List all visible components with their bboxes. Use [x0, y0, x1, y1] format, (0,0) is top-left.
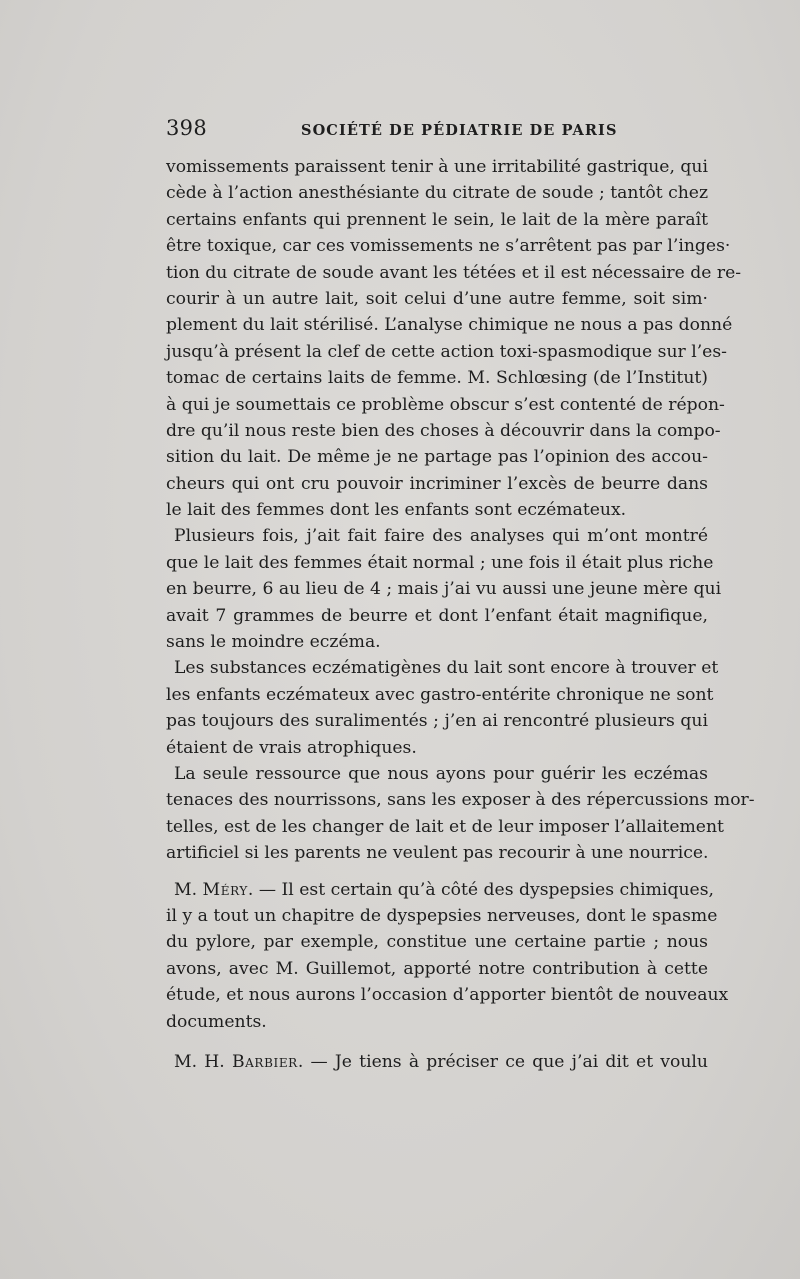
spacer	[166, 1035, 708, 1049]
speaker-name: Méry	[202, 879, 248, 900]
text-line: sans le moindre eczéma.	[166, 632, 381, 653]
text-line: avait 7 grammes de beurre et dont l’enfant était magnifique,	[166, 605, 708, 626]
body-text	[166, 154, 755, 1075]
text-line: il y a tout un chapitre de dyspepsies nerveuses, dont le spasme	[166, 905, 718, 926]
text-line	[166, 1049, 708, 1075]
text-line: Plusieurs fois, j’ait fait faire des analyses qui m’ont montré	[174, 526, 708, 547]
text-line: telles, est de les changer de lait et de leur imposer l’allaitement	[166, 816, 724, 837]
text-line: cède à l’action anesthésiante du citrate de soude ; tantôt chez	[166, 183, 709, 204]
page-header	[166, 116, 711, 146]
running-title: SOCIÉTÉ DE PÉDIATRIE DE PARIS	[301, 122, 618, 139]
text-line: courir à un autre lait, soit celui d’une autre femme, soit sim·	[166, 288, 708, 309]
speaker-name: Barbier	[231, 1051, 298, 1072]
text-line: que le lait des femmes était normal ; une fois il était plus riche	[166, 552, 714, 573]
text-line: étude, et nous aurons l’occasion d’apporter bientôt de nouveaux	[166, 985, 729, 1006]
text-line: plement du lait stérilisé. L’analyse chimique ne nous a pas donné	[166, 315, 733, 336]
text-line: être toxique, car ces vomissements ne s’arrêtent pas par l’inges·	[166, 236, 731, 257]
text-line: vomissements paraissent tenir à une irritabilité gastrique, qui	[166, 157, 708, 177]
text-line: le lait des femmes dont les enfants sont eczémateux.	[166, 500, 627, 521]
paragraph-2	[166, 523, 722, 655]
text-line: La seule ressource que nous ayons pour guérir les eczémas	[174, 763, 708, 784]
text-line: dre qu’il nous reste bien des choses à découvrir dans la compo-	[166, 420, 721, 441]
paragraph-barbier	[166, 1049, 708, 1075]
text-line: en beurre, 6 au lieu de 4 ; mais j’ai vu aussi une jeune mère qui	[166, 579, 722, 600]
text-line: avons, avec M. Guillemot, apporté notre contribution à cette	[166, 958, 708, 979]
text-line: tomac de certains laits de femme. M. Schlœsing (de l’Institut)	[166, 368, 708, 389]
text-line: cheurs qui ont cru pouvoir incriminer l’excès de beurre dans	[166, 473, 708, 494]
text-line: tion du citrate de soude avant les tétées et il est nécessaire de re-	[166, 262, 742, 283]
text-line: certains enfants qui prennent le sein, le lait de la mère paraît	[166, 209, 708, 230]
text-line: pas toujours des suralimentés ; j’en ai rencontré plusieurs qui	[166, 711, 708, 732]
text-line: artificiel si les parents ne veulent pas recourir à une nourrice.	[166, 843, 709, 864]
text-line: tenaces des nourrissons, sans les exposer à des répercussions mor-	[166, 790, 755, 811]
text-line: Les substances eczématigènes du lait sont encore à trouver et	[174, 658, 719, 679]
paragraph-1	[166, 154, 742, 523]
text-line: les enfants eczémateux avec gastro-entérite chronique ne sont	[166, 684, 714, 705]
text-line: du pylore, par exemple, constitue une certaine partie ; nous	[166, 932, 708, 953]
paragraph-mery	[166, 877, 729, 1035]
page-number: 398	[166, 116, 207, 140]
text-line: étaient de vrais atrophiques.	[166, 737, 417, 758]
spacer	[166, 867, 708, 877]
text-line	[166, 877, 714, 903]
paragraph-4	[166, 761, 755, 867]
speaker-prefix: M.	[174, 879, 203, 900]
text-line: jusqu’à présent la clef de cette action toxi-spasmodique sur l’es-	[166, 341, 727, 362]
text-line: sition du lait. De même je ne partage pas l’opinion des accou-	[166, 447, 708, 468]
text-line: à qui je soumettais ce problème obscur s’est contenté de répon-	[166, 394, 725, 415]
speech-text: . — Il est certain qu’à côté des dyspepsies chimiques,	[247, 879, 714, 900]
speaker-prefix: M. H.	[174, 1051, 232, 1072]
speech-text: . — Je tiens à préciser ce que j’ai dit et voulu	[297, 1051, 708, 1072]
paragraph-3	[166, 655, 719, 761]
text-line: documents.	[166, 1011, 267, 1032]
